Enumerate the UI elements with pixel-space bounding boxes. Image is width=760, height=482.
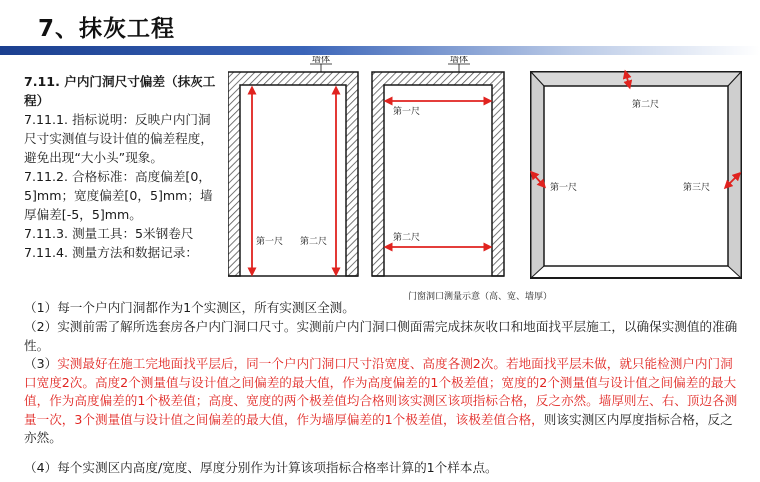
- paragraph-3-highlight: 实测最好在施工完地面找平层后，同一个户内门洞口尺寸沿宽度、高度各测2次。若地面找平层未做，就只能检测户内门洞口宽度2次。高度2个测量值与设计值之间偏差的最大值，作为高度偏差的1个极差值；宽度的2个测量值与设计值之间偏差的最大值，作为高度偏差的1个极差值；高度、宽度的两个极差值均合格则该实测区该项指标合格，反之亦然。墙厚则左、右、顶边各测量一次，3个测量值与设计值之间偏差的最大值，作为墙厚偏差的1个极差值，该极差值合格，: [24, 356, 738, 427]
- ruler-label: 第一尺: [393, 107, 421, 117]
- section-heading: 7.11. 户内门洞尺寸偏差（抹灰工程）: [24, 74, 216, 108]
- paragraph-3-prefix: （3）: [24, 356, 58, 371]
- ruler-label: 第一尺: [256, 237, 284, 247]
- wall-diagram-height: [228, 56, 358, 276]
- ruler-label: 第二尺: [300, 237, 328, 247]
- wall-label: 墙体: [450, 56, 469, 65]
- paragraph-1: （1）每一个户内门洞都作为1个实测区，所有实测区全测。: [24, 300, 355, 315]
- paragraph-3-tail: 则该实测区内厚度指标合格，反之亦然。: [24, 411, 733, 445]
- ruler-label: 第三尺: [683, 183, 711, 193]
- ruler-label: 第二尺: [632, 100, 660, 110]
- paragraph-2: （2）实测前需了解所选套房各户内门洞口尺寸。实测前户内门洞口侧面需完成抹灰收口和地面找平层施工，以确保实测值的准确性。: [24, 319, 738, 353]
- wall-diagram-thickness: [531, 72, 741, 278]
- title-underline-bar: [0, 46, 760, 55]
- ruler-label: 第一尺: [550, 183, 578, 193]
- wall-label: 墙体: [312, 56, 331, 65]
- indicator-explanation: 7.11.1. 指标说明：反映户内门洞尺寸实测值与设计值的偏差程度，避免出现“大小头”现象。: [24, 112, 213, 165]
- paragraph-4: （4）每个实测区内高度/宽度、厚度分别作为计算该项指标合格率计算的1个样本点。: [24, 460, 498, 475]
- qualification-standard: 7.11.2. 合格标准：高度偏差[0，5]mm；宽度偏差[0，5]mm；墙厚偏差[-5，5]mm。: [24, 169, 213, 222]
- page-title: 7、抹灰工程: [38, 16, 176, 42]
- indicator-description: [24, 72, 222, 262]
- ruler-label: 第二尺: [393, 233, 421, 243]
- measuring-tool: 7.11.3. 测量工具：5米钢卷尺: [24, 226, 194, 241]
- wall-diagram-width: [372, 56, 504, 276]
- measuring-method: 7.11.4. 测量方法和数据记录：: [24, 245, 199, 260]
- door-opening-measurement-diagram: [228, 56, 760, 306]
- paragraph-3: [24, 355, 744, 448]
- figure-caption: 门窗洞口测量示意（高、宽、墙厚）: [408, 292, 553, 302]
